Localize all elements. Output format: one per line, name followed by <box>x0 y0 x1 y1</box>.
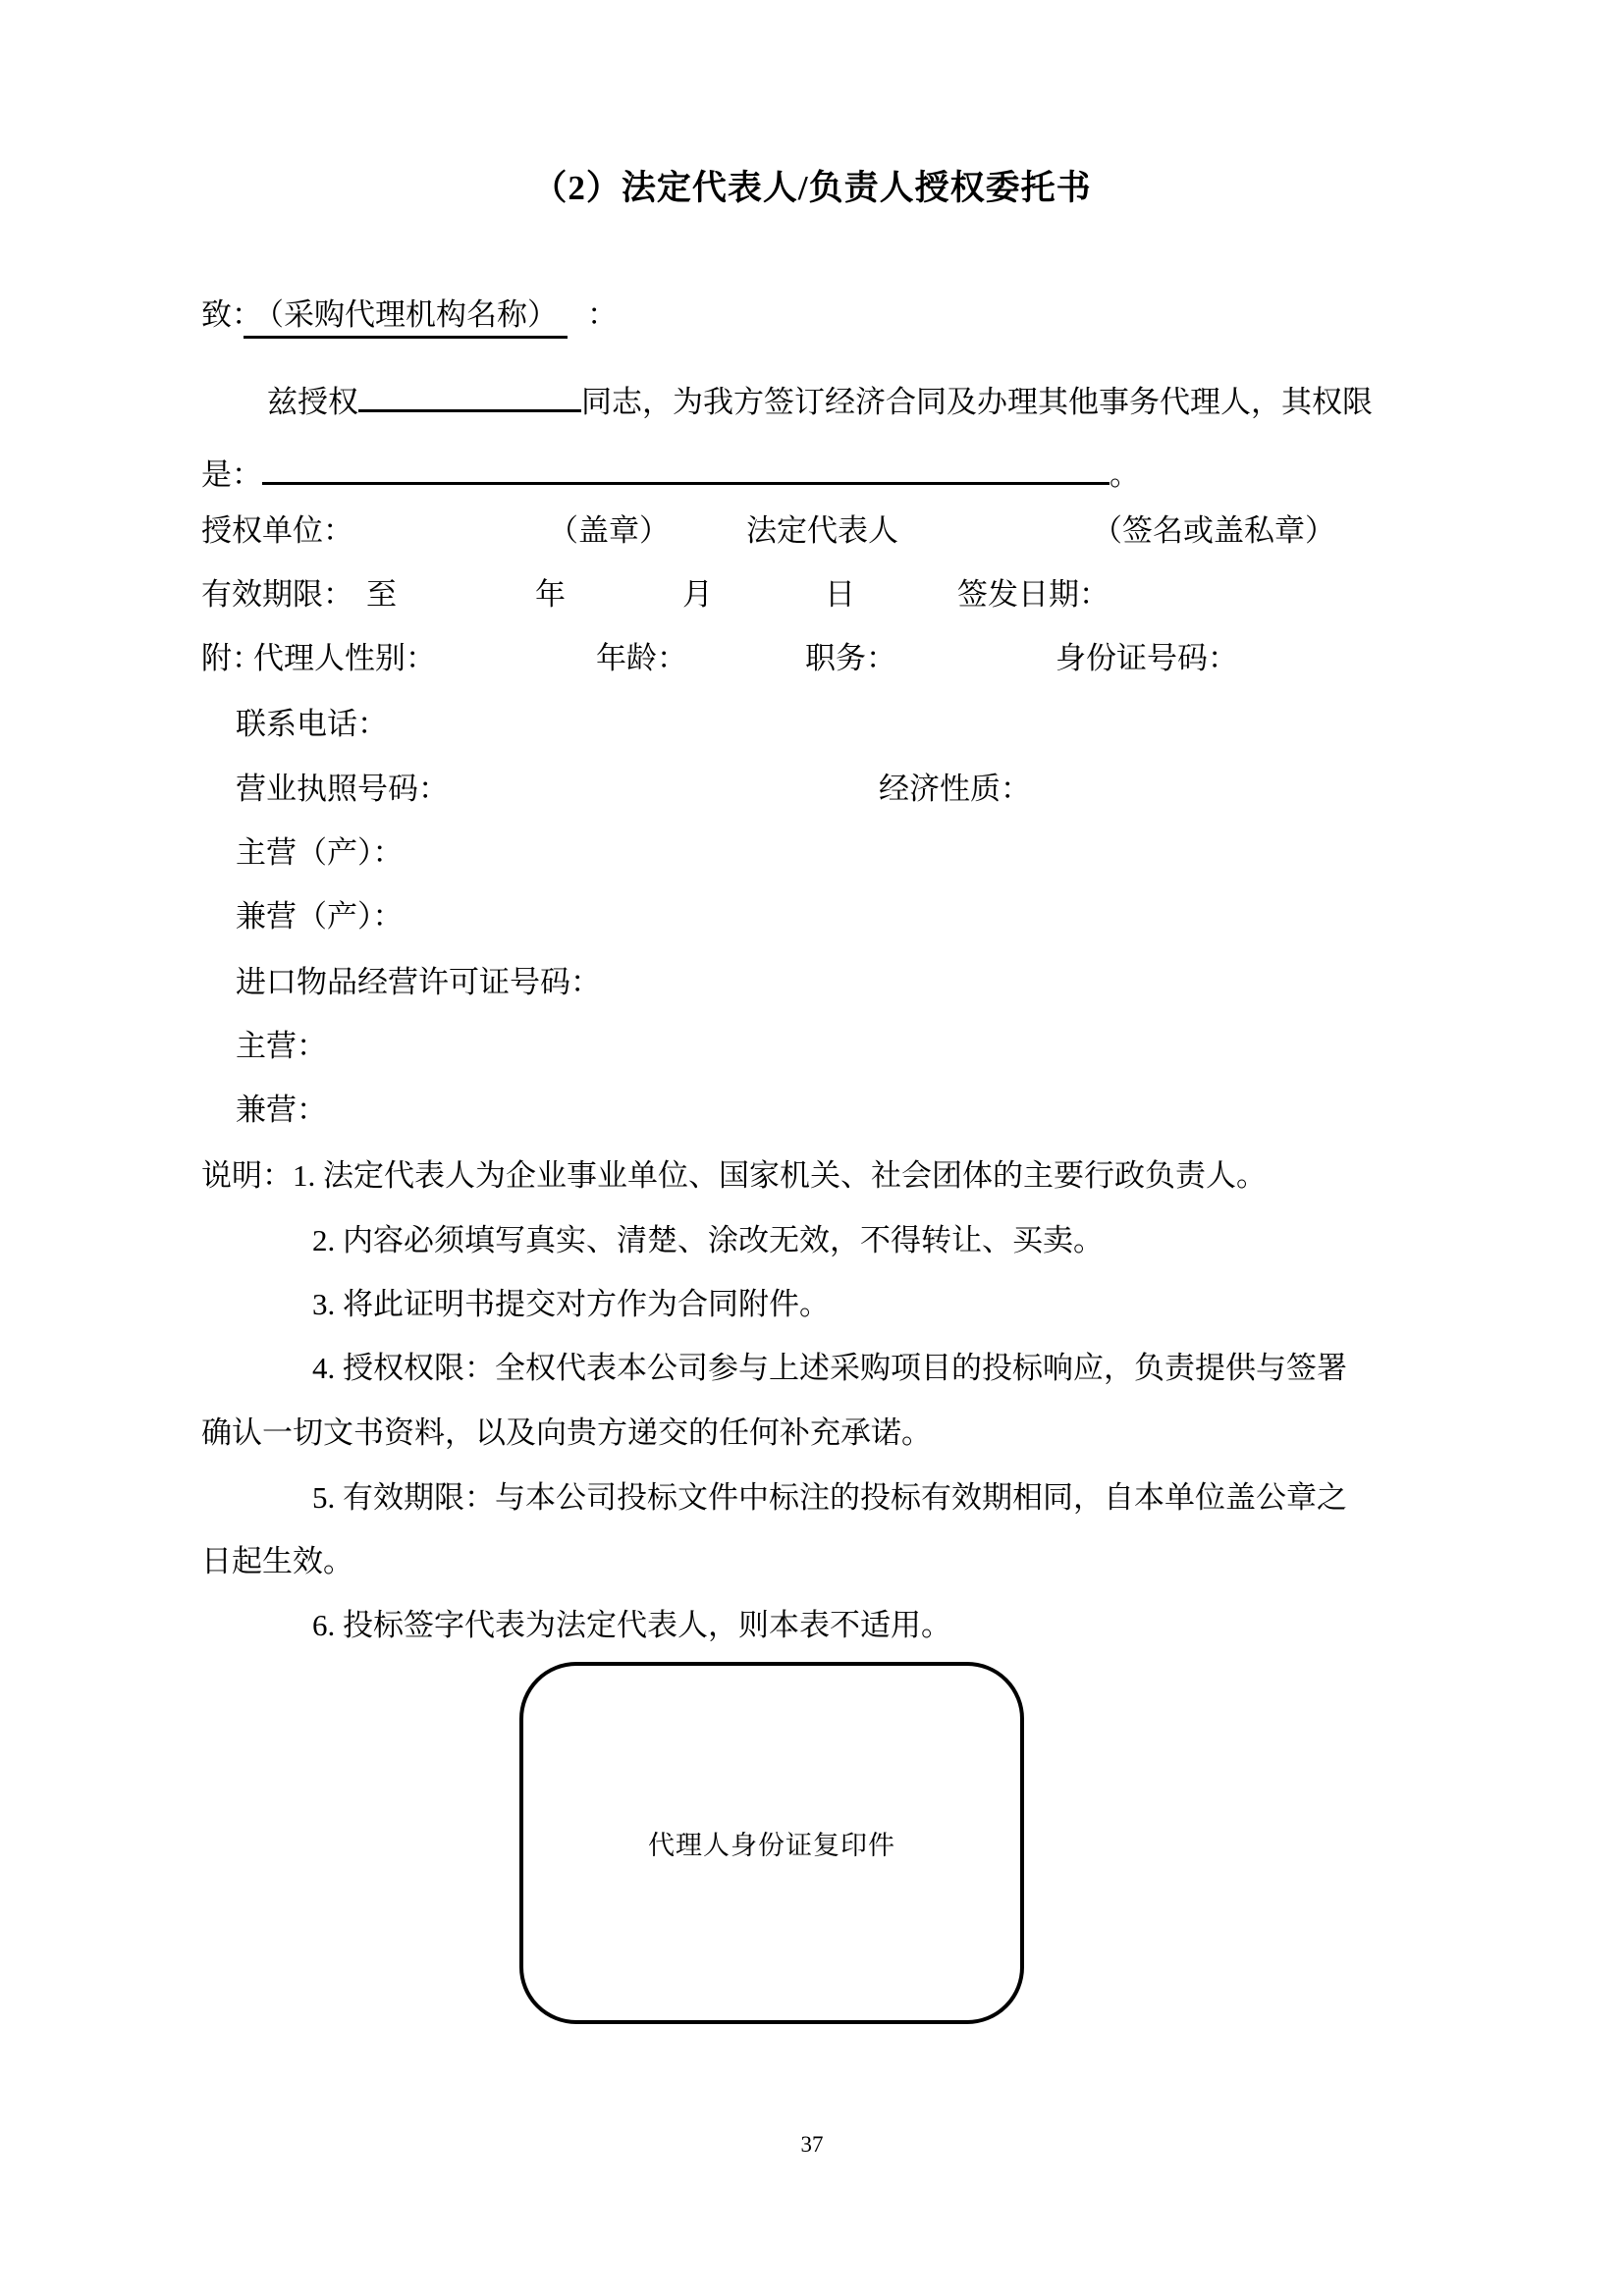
economic-nature-label: 经济性质： <box>879 772 1031 806</box>
side-products-label: 兼营（产）： <box>236 899 404 934</box>
legal-rep-label: 法定代表人 <box>746 513 898 548</box>
notes-item4-text2: 确认一切文书资料，以及向贵方递交的任何补充承诺。 <box>201 1415 932 1450</box>
sign-note: （签名或盖私章） <box>1092 513 1335 548</box>
authorize-clause: 同志，为我方签订经济合同及办理其他事务代理人，其权限 <box>581 385 1373 419</box>
page-number: 37 <box>800 2132 824 2157</box>
month-label: 月 <box>682 577 713 612</box>
notes-item1-line <box>0 1155 1624 1197</box>
unit-label: 授权单位： <box>201 513 353 548</box>
main-business-label: 主营： <box>236 1029 327 1063</box>
until-label: 至 <box>366 577 397 612</box>
phone-label: 联系电话： <box>236 707 388 741</box>
notes-item3-line <box>0 1284 1624 1325</box>
import-license-label: 进口物品经营许可证号码： <box>236 965 601 999</box>
notes-item2-line <box>0 1220 1624 1261</box>
license-line <box>0 769 1624 810</box>
scope-label: 是： <box>201 457 262 492</box>
notes-item4-text1: 4. 授权权限：全权代表本公司参与上述采购项目的投标响应，负责提供与签署 <box>312 1351 1347 1385</box>
agent-gender-label: 代理人性别： <box>253 641 436 675</box>
day-label: 日 <box>825 577 855 612</box>
age-label: 年龄： <box>596 641 687 675</box>
issue-date-label: 签发日期： <box>957 577 1110 612</box>
main-products-line <box>0 832 1624 874</box>
main-products-label: 主营（产）： <box>236 835 404 870</box>
job-title-label: 职务： <box>805 641 896 675</box>
notes-item6: 6. 投标签字代表为法定代表人，则本表不适用。 <box>312 1608 951 1642</box>
recipient-blank <box>244 294 568 336</box>
year-label: 年 <box>535 577 566 612</box>
side-business-line <box>0 1090 1624 1131</box>
notes-item6-line <box>0 1605 1624 1646</box>
salutation-line <box>0 294 1624 336</box>
notes-item1: 说明：1. 法定代表人为企业事业单位、国家机关、社会团体的主要行政负责人。 <box>201 1158 1267 1193</box>
id-copy-box <box>519 1662 1024 2024</box>
scope-line <box>0 449 1624 490</box>
authorize-text <box>267 376 1373 417</box>
id-number-label: 身份证号码： <box>1056 641 1238 675</box>
scope-period: 。 <box>1110 457 1140 492</box>
notes-item2: 2. 内容必须填写真实、清楚、涂改无效，不得转让、买卖。 <box>312 1223 1104 1257</box>
unit-line <box>0 510 1624 552</box>
authorize-prefix: 兹授权 <box>267 385 358 419</box>
authorized-name-blank <box>358 376 581 412</box>
salutation-label: 致： <box>201 297 262 332</box>
salutation-colon: ： <box>587 297 618 332</box>
side-products-line <box>0 896 1624 937</box>
notes-item5-line2 <box>0 1541 1624 1582</box>
seal-note: （盖章） <box>548 513 670 548</box>
id-copy-box-label: 代理人身份证复印件 <box>648 1831 895 1860</box>
business-license-label: 营业执照号码： <box>236 772 449 806</box>
validity-label: 有效期限： <box>201 577 353 612</box>
phone-line <box>0 704 1624 745</box>
notes-item3: 3. 将此证明书提交对方作为合同附件。 <box>312 1287 830 1321</box>
scope-text <box>201 449 1140 490</box>
recipient-blank-text: （采购代理机构名称） <box>244 294 568 339</box>
notes-item4-line2 <box>0 1413 1624 1454</box>
agent-line <box>0 638 1624 679</box>
attach-label: 附： <box>201 641 262 675</box>
page-title: （2）法定代表人/负责人授权委托书 <box>532 169 1092 207</box>
authorize-line <box>0 376 1624 417</box>
validity-line <box>0 574 1624 615</box>
notes-item5-text2: 日起生效。 <box>201 1544 353 1578</box>
side-business-label: 兼营： <box>236 1093 327 1127</box>
notes-item5-text1: 5. 有效期限：与本公司投标文件中标注的投标有效期相同，自本单位盖公章之 <box>312 1480 1347 1515</box>
notes-item4-line1 <box>0 1348 1624 1389</box>
import-license-line <box>0 962 1624 1003</box>
notes-item5-line1 <box>0 1477 1624 1519</box>
scope-blank <box>262 449 1110 485</box>
main-business-line <box>0 1026 1624 1067</box>
